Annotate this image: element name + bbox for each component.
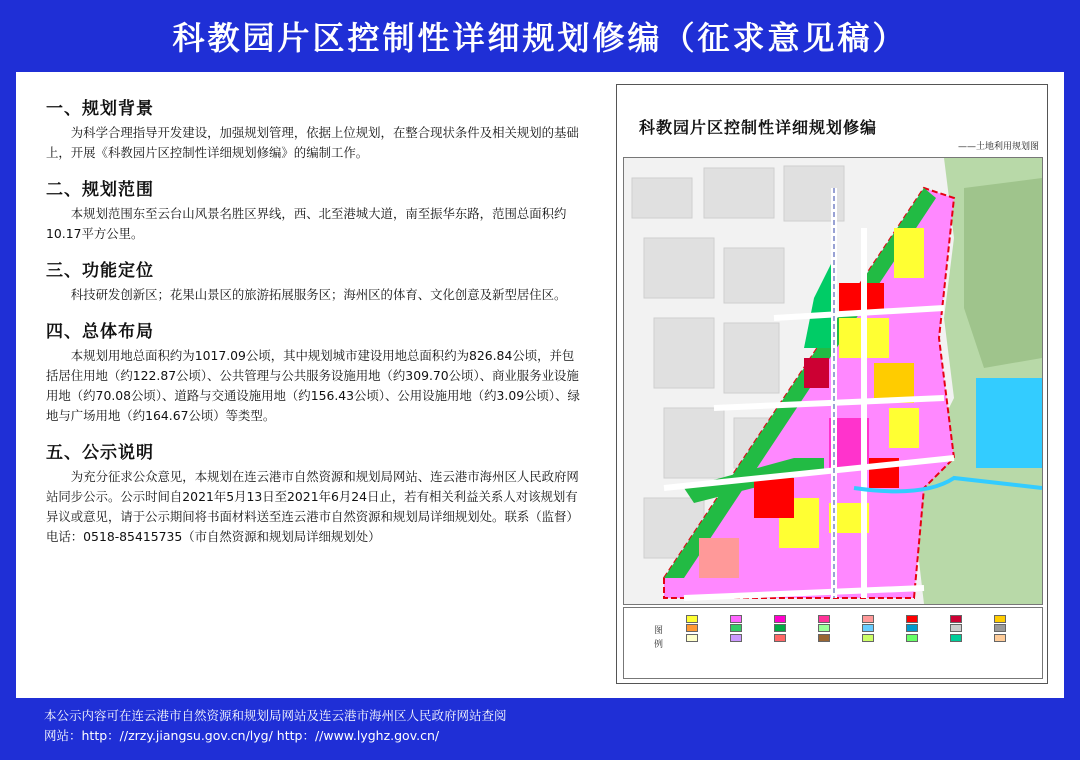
section-layout [46, 317, 586, 426]
legend-swatch [906, 624, 918, 632]
public-block [699, 538, 739, 578]
section-positioning [46, 256, 586, 305]
section-body: 科技研发创新区；花果山景区的旅游拓展服务区；海州区的体育、文化创意及新型居住区。 [70, 287, 567, 302]
commercial-block [804, 358, 829, 388]
legend-item [774, 614, 818, 624]
legend-swatch [686, 624, 698, 632]
legend-swatch [906, 634, 918, 642]
reservoir [976, 378, 1042, 468]
section-body: 为充分征求公众意见，本规划在连云港市自然资源和规划局网站、连云港市海州区人民政府网站同步公示。公示时间自2021年5月13日至2021年6月24日止，若有相关利益关系人对该规划有异议或意见，请于公示期间将书面材料送至连云港市自然资源和规划局详细规划处。联系（监督）电话：0518-85415735（市自然资源和规划局详细规划处） [46, 469, 579, 544]
section-heading: 一、规划背景 [46, 99, 154, 119]
legend-swatch [730, 615, 742, 623]
legend-swatch [994, 615, 1006, 623]
residential-block [894, 228, 924, 278]
legend-swatch [906, 615, 918, 623]
legend-item [774, 624, 818, 634]
legend-item [818, 614, 862, 624]
section-body: 本规划范围东至云台山风景名胜区界线，西、北至港城大道，南至振华东路，范围总面积约10.17平方公里。 [46, 206, 567, 241]
legend-item [818, 633, 862, 643]
mountain-area [964, 178, 1042, 368]
page-title: 科教园片区控制性详细规划修编（征求意见稿） [172, 19, 908, 57]
legend-swatch [774, 634, 786, 642]
legend-swatch [950, 624, 962, 632]
footer-line-2: 网站：http：//zrzy.jiangsu.gov.cn/lyg/ http：//www.lyghz.gov.cn/ [44, 728, 440, 743]
legend-swatch [862, 634, 874, 642]
legend-item [862, 633, 906, 643]
legend-item [994, 633, 1038, 643]
map-title: 科教园片区控制性详细规划修编 [639, 118, 878, 137]
legend-item [862, 624, 906, 634]
legend-label: 图例 [654, 626, 664, 650]
legend-swatch [994, 624, 1006, 632]
section-scope [46, 175, 586, 244]
footer [44, 706, 1044, 746]
map-subtitle: ——土地利用规划图 [957, 142, 1039, 152]
legend-item [686, 633, 730, 643]
section-heading: 三、功能定位 [46, 261, 154, 281]
content-panel [16, 72, 1064, 698]
legend-swatch [818, 624, 830, 632]
legend-item [818, 624, 862, 634]
section-heading: 五、公示说明 [46, 443, 154, 463]
land-use-map-graphic [624, 158, 1042, 604]
legend-item [730, 633, 774, 643]
legend-item [950, 624, 994, 634]
legend-item [774, 633, 818, 643]
legend-item [906, 633, 950, 643]
legend-item [994, 614, 1038, 624]
legend-swatch [950, 615, 962, 623]
land-use-map-frame [616, 84, 1048, 684]
legend-swatch [818, 634, 830, 642]
legend-swatch [818, 615, 830, 623]
legend-swatch [730, 634, 742, 642]
section-body: 为科学合理指导开发建设，加强规划管理，依据上位规划，在整合现状条件及相关规划的基础上，开展《科教园片区控制性详细规划修编》的编制工作。 [46, 125, 579, 160]
legend-item [686, 614, 730, 624]
land-use-map[interactable] [623, 157, 1043, 605]
section-background [46, 94, 586, 163]
legend-swatch [774, 624, 786, 632]
residential-block [889, 408, 919, 448]
section-heading: 二、规划范围 [46, 180, 154, 200]
legend-item [950, 633, 994, 643]
section-heading: 四、总体布局 [46, 322, 154, 342]
text-column [46, 94, 586, 559]
legend-swatch [686, 615, 698, 623]
legend-swatch [950, 634, 962, 642]
section-body: 本规划用地总面积约为1017.09公顷，其中规划城市建设用地总面积约为826.84公顷，并包括居住用地（约122.87公顷）、公共管理与公共服务设施用地（约309.70公顷）、商业服务业设施用地（约70.08公顷）、道路与交通设施用地（约156.43公顷）、公用设施用地（约3.09公顷）、绿地与广场用地（约164.67公顷）等类型。 [46, 348, 580, 423]
map-legend [623, 607, 1043, 679]
commercial-block [754, 478, 794, 518]
legend-item [730, 614, 774, 624]
legend-item [686, 624, 730, 634]
legend-item [994, 624, 1038, 634]
legend-item [862, 614, 906, 624]
legend-swatch [994, 634, 1006, 642]
legend-item [730, 624, 774, 634]
section-notice [46, 438, 586, 547]
legend-item [950, 614, 994, 624]
footer-line-1: 本公示内容可在连云港市自然资源和规划局网站及连云港市海州区人民政府网站查阅 [44, 708, 507, 723]
legend-item [906, 614, 950, 624]
legend-swatch [686, 634, 698, 642]
legend-grid [686, 614, 1038, 643]
legend-item [906, 624, 950, 634]
legend-swatch [862, 624, 874, 632]
legend-swatch [774, 615, 786, 623]
legend-swatch [862, 615, 874, 623]
legend-swatch [730, 624, 742, 632]
